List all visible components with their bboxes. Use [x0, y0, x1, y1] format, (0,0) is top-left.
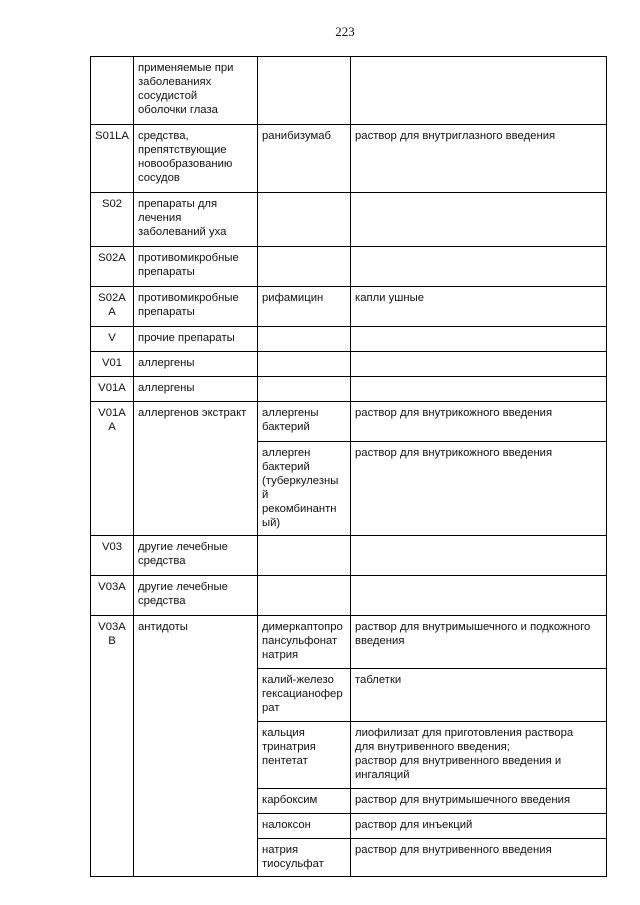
- table-row: [91, 352, 607, 377]
- form-cell: [351, 402, 607, 442]
- cell-line: налоксон: [262, 819, 311, 831]
- atc-code-cell: V03: [91, 536, 134, 576]
- form-cell: [351, 193, 607, 247]
- drug-cell: [258, 789, 351, 814]
- drug-cell: [258, 193, 351, 247]
- group-cell: [134, 616, 258, 877]
- form-cell: [351, 814, 607, 839]
- cell-line: раствор для внутривенного введения и: [355, 755, 562, 767]
- cell-line: прочие препараты: [138, 332, 235, 344]
- form-cell: [351, 125, 607, 193]
- group-cell: [134, 247, 258, 287]
- group-cell: [134, 576, 258, 616]
- drug-cell: [258, 616, 351, 669]
- cell-line: аллергены: [138, 357, 195, 369]
- form-cell: [351, 669, 607, 722]
- cell-line: сосудистой: [138, 90, 198, 102]
- drug-cell: [258, 57, 351, 125]
- atc-code-cell: V: [91, 327, 134, 352]
- form-cell: [351, 722, 607, 789]
- cell-line: другие лечебные: [138, 541, 228, 553]
- cell-line: применяемые при: [138, 62, 234, 74]
- drug-cell: [258, 669, 351, 722]
- cell-line: рат: [262, 702, 280, 714]
- drug-cell: [258, 327, 351, 352]
- form-cell: [351, 616, 607, 669]
- atc-code-cell: S02: [91, 193, 134, 247]
- cell-line: ый): [262, 517, 281, 529]
- cell-line: раствор для инъекций: [355, 819, 473, 831]
- form-cell: [351, 576, 607, 616]
- cell-line: противомикробные: [138, 252, 239, 264]
- cell-line: средства: [138, 595, 186, 607]
- form-cell: [351, 839, 607, 877]
- table-row: [91, 402, 607, 442]
- cell-line: аллергенов экстракт: [138, 407, 247, 419]
- cell-line: препараты для: [138, 198, 218, 210]
- drug-cell: [258, 839, 351, 877]
- table-row: [91, 125, 607, 193]
- table-row: [91, 327, 607, 352]
- cell-line: заболеваний уха: [138, 226, 227, 238]
- form-cell: [351, 377, 607, 402]
- form-cell: [351, 287, 607, 327]
- atc-code-cell: S02A: [91, 247, 134, 287]
- drug-cell: [258, 247, 351, 287]
- cell-line: тринатрия: [262, 741, 316, 753]
- atc-code-cell: S01LA: [91, 125, 134, 193]
- form-cell: [351, 57, 607, 125]
- cell-line: капли ушные: [355, 292, 424, 304]
- cell-line: карбоксим: [262, 794, 318, 806]
- cell-line: лиофилизат для приготовления раствора: [355, 727, 574, 739]
- cell-line: раствор для внутриглазного введения: [355, 130, 556, 142]
- cell-line: другие лечебные: [138, 581, 228, 593]
- form-cell: [351, 327, 607, 352]
- drug-cell: [258, 814, 351, 839]
- cell-line: ингаляций: [355, 769, 410, 781]
- group-cell: [134, 57, 258, 125]
- cell-line: введения: [355, 635, 405, 647]
- table-row: [91, 193, 607, 247]
- cell-line: раствор для внутримышечного введения: [355, 794, 571, 806]
- cell-line: аллергены: [262, 407, 319, 419]
- cell-line: препараты: [138, 266, 195, 278]
- drug-table: [90, 56, 607, 877]
- atc-code-cell: V03AB: [91, 616, 134, 877]
- cell-line: натрия: [262, 844, 299, 856]
- drug-cell: [258, 377, 351, 402]
- group-cell: [134, 287, 258, 327]
- cell-line: раствор для внутрикожного введения: [355, 447, 553, 459]
- cell-line: раствор для внутрикожного введения: [355, 407, 553, 419]
- group-cell: [134, 193, 258, 247]
- cell-line: рекомбинантн: [262, 503, 337, 515]
- cell-line: ранибизумаб: [262, 130, 331, 142]
- atc-code-cell: [91, 57, 134, 125]
- cell-line: лечения: [138, 212, 182, 224]
- table-row: [91, 616, 607, 669]
- cell-line: пансульфонат: [262, 635, 338, 647]
- table-row: [91, 377, 607, 402]
- form-cell: [351, 352, 607, 377]
- cell-line: сосудов: [138, 172, 180, 184]
- drug-cell: [258, 442, 351, 536]
- cell-line: й: [262, 489, 269, 501]
- form-cell: [351, 442, 607, 536]
- cell-line: противомикробные: [138, 292, 239, 304]
- form-cell: [351, 789, 607, 814]
- cell-line: таблетки: [355, 674, 402, 686]
- cell-line: новообразованию: [138, 158, 233, 170]
- cell-line: раствор для внутримышечного и подкожного: [355, 621, 591, 633]
- cell-line: калий-железо: [262, 674, 334, 686]
- table-row: [91, 287, 607, 327]
- cell-line: раствор для внутривенного введения: [355, 844, 552, 856]
- atc-code-cell: S02AA: [91, 287, 134, 327]
- cell-line: средства,: [138, 130, 189, 142]
- group-cell: [134, 402, 258, 536]
- cell-line: препятствующие: [138, 144, 227, 156]
- cell-line: оболочки глаза: [138, 104, 218, 116]
- drug-cell: [258, 352, 351, 377]
- table-row: [91, 57, 607, 125]
- cell-line: натрия: [262, 649, 299, 661]
- cell-line: димеркаптопро: [262, 621, 343, 633]
- cell-line: для внутривенного введения;: [355, 741, 510, 753]
- cell-line: тиосульфат: [262, 858, 324, 870]
- drug-cell: [258, 287, 351, 327]
- atc-code-cell: V01: [91, 352, 134, 377]
- table-row: [91, 247, 607, 287]
- cell-line: гексацианофер: [262, 688, 343, 700]
- cell-line: бактерий: [262, 421, 310, 433]
- cell-line: средства: [138, 555, 186, 567]
- cell-line: пентетат: [262, 755, 308, 767]
- group-cell: [134, 352, 258, 377]
- drug-cell: [258, 536, 351, 576]
- cell-line: препараты: [138, 306, 195, 318]
- table-row: [91, 576, 607, 616]
- group-cell: [134, 377, 258, 402]
- cell-line: аллергены: [138, 382, 195, 394]
- page-number: 223: [335, 24, 355, 39]
- cell-line: кальция: [262, 727, 305, 739]
- drug-cell: [258, 722, 351, 789]
- atc-code-cell: V03A: [91, 576, 134, 616]
- drug-cell: [258, 402, 351, 442]
- table-row: [91, 536, 607, 576]
- cell-line: (туберкулезны: [262, 475, 339, 487]
- cell-line: заболеваниях: [138, 76, 212, 88]
- drug-cell: [258, 576, 351, 616]
- cell-line: бактерий: [262, 461, 310, 473]
- cell-line: антидоты: [138, 621, 188, 633]
- cell-line: рифамицин: [262, 292, 324, 304]
- form-cell: [351, 536, 607, 576]
- drug-cell: [258, 125, 351, 193]
- atc-code-cell: V01AA: [91, 402, 134, 536]
- group-cell: [134, 327, 258, 352]
- cell-line: аллерген: [262, 447, 311, 459]
- group-cell: [134, 536, 258, 576]
- form-cell: [351, 247, 607, 287]
- group-cell: [134, 125, 258, 193]
- atc-code-cell: V01A: [91, 377, 134, 402]
